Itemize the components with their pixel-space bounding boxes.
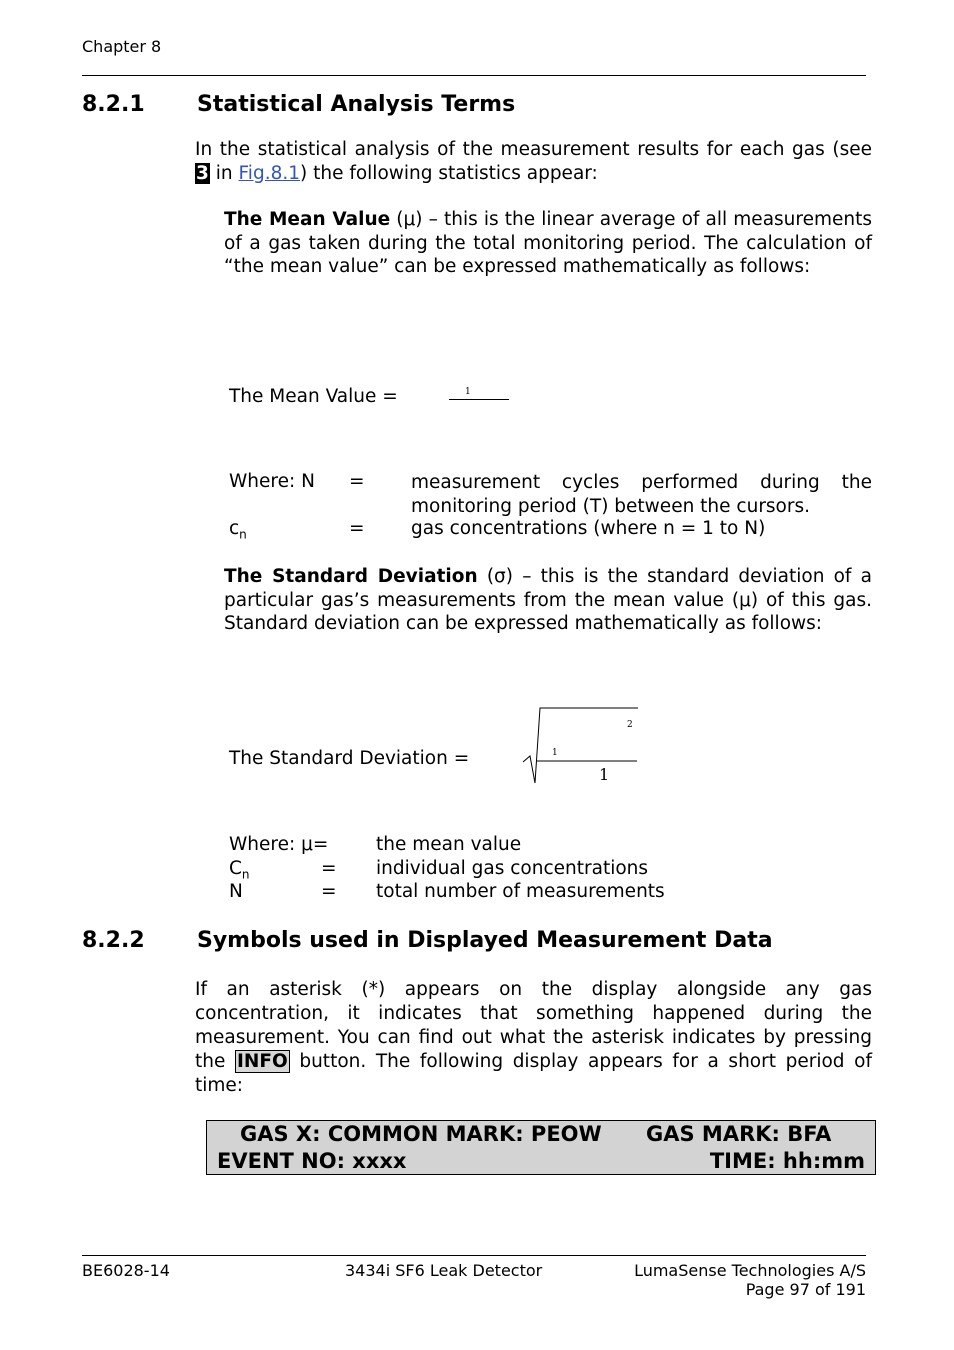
event-display-box xyxy=(206,1120,876,1175)
intro-paragraph: In the statistical analysis of the measurement results for each gas (see 3 in Fig.8.1) the following statistics appear: xyxy=(195,139,872,184)
n-definition: total number of measurements xyxy=(376,881,665,902)
where-mu-definition: the mean value xyxy=(376,834,522,855)
where-n-label: Where: N xyxy=(229,471,315,492)
std-dev-formula-label: The Standard Deviation = xyxy=(229,748,470,769)
mean-value-paragraph: The Mean Value (μ) – this is the linear average of all measurements of a gas taken during the total monitoring period. The calculation of “the mean value” can be expressed mathematically as follows: xyxy=(224,209,872,277)
n-label: N xyxy=(229,881,243,902)
squared-exponent: 2 xyxy=(627,720,633,730)
where-n-definition: measurement cycles performed during the monitoring period (T) between the cursors. xyxy=(411,472,872,517)
denominator-one: 1 xyxy=(599,765,610,784)
cn-equals: = xyxy=(349,518,365,539)
cn-upper-label: $C_n$ xyxy=(229,858,250,882)
mean-formula-small-one: 1 xyxy=(465,387,471,397)
display-time: TIME: hh:mm xyxy=(709,1149,865,1173)
footer-page-number: Page 97 of 191 xyxy=(745,1280,866,1299)
square-root-symbol xyxy=(520,704,642,786)
std-dev-term: The Standard Deviation xyxy=(224,566,478,587)
n-equals: = xyxy=(321,881,337,902)
chapter-header: Chapter 8 xyxy=(82,37,162,56)
figure-callout-badge: 3 xyxy=(196,162,209,184)
footer-company: LumaSense Technologies A/S xyxy=(634,1261,866,1280)
mean-formula-fraction-bar xyxy=(449,399,509,400)
footer-product: 3434i SF6 Leak Detector xyxy=(345,1261,543,1280)
section-title: Statistical Analysis Terms xyxy=(197,92,516,117)
cn-upper-equals: = xyxy=(321,858,337,879)
footer-divider xyxy=(82,1255,866,1256)
cn-label: $c_n$ xyxy=(229,518,247,542)
sum-lower-index: 1 xyxy=(552,748,558,758)
display-gas-common-mark: GAS X: COMMON MARK: PEOW xyxy=(240,1122,602,1146)
cn-upper-definition: individual gas concentrations xyxy=(376,858,649,879)
mean-formula-label: The Mean Value = xyxy=(229,386,398,407)
section-number: 8.2.2 xyxy=(82,928,145,953)
std-dev-paragraph: The Standard Deviation (σ) – this is the standard deviation of a particular gas’s measurements from the mean value (μ) of this gas. Standard deviation can be expressed mathematically as follows: xyxy=(224,566,872,634)
info-button: INFO xyxy=(236,1051,288,1072)
section-title: Symbols used in Displayed Measurement Data xyxy=(197,928,773,953)
header-divider xyxy=(82,75,866,76)
display-gas-mark: GAS MARK: BFA xyxy=(646,1122,832,1146)
section-number: 8.2.1 xyxy=(82,92,145,117)
display-event-number: EVENT NO: xxxx xyxy=(217,1149,407,1173)
asterisk-paragraph: If an asterisk (*) appears on the display alongside any gas concentration, it indicates that something happened during the measurement. You can find out what the asterisk indicates by pressing the INFO button. The following display appears for a short period of time: xyxy=(195,979,872,1096)
footer-doc-id: BE6028-14 xyxy=(82,1261,170,1280)
cn-definition: gas concentrations (where n = 1 to N) xyxy=(411,518,766,539)
figure-link[interactable]: Fig.8.1 xyxy=(238,162,300,184)
where-n-equals: = xyxy=(349,471,365,492)
mean-value-term: The Mean Value xyxy=(224,209,391,230)
where-mu-label: Where: μ= xyxy=(229,834,329,855)
